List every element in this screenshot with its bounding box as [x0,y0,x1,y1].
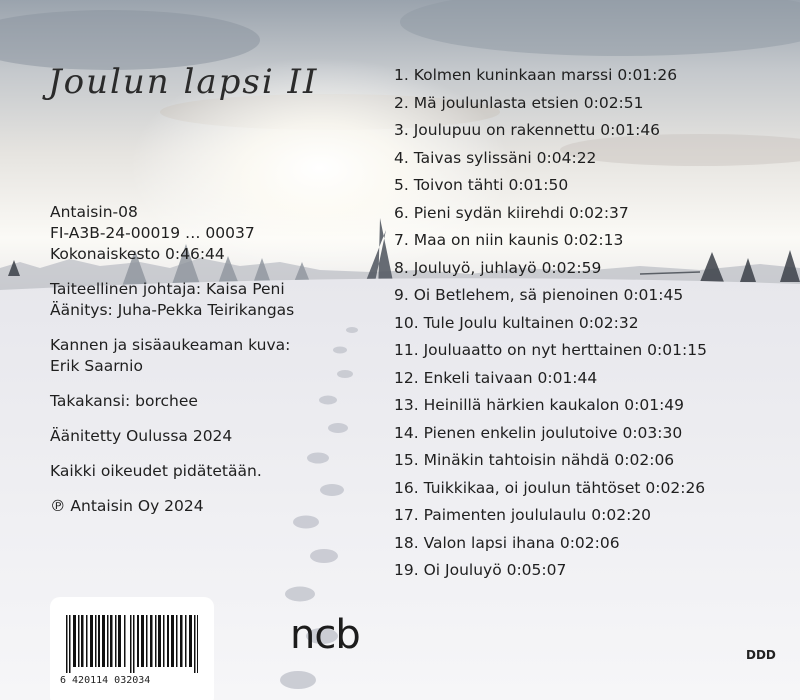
track-item: 17. Paimenten joululaulu 0:02:20 [394,506,652,524]
rights-notice: Kaikki oikeudet pidätetään. [50,462,262,480]
track-item: 1. Kolmen kuninkaan marssi 0:01:26 [394,66,678,84]
barcode-panel [50,597,214,700]
track-item: 7. Maa on niin kaunis 0:02:13 [394,231,624,249]
track-item: 8. Jouluyö, juhlayö 0:02:59 [394,258,602,277]
ddd-code: DDD [746,648,776,662]
track-item: 4. Taivas sylissäni 0:04:22 [394,148,597,167]
track-item: 16. Tuikkikaa, oi joulun tähtöset 0:02:26 [394,478,706,497]
back-cover-credit: Takakansi: borchee [50,392,198,410]
catalog-number: Antaisin-08 [50,203,138,221]
track-item: 18. Valon lapsi ihana 0:02:06 [394,533,620,552]
recording-engineer: Äänitys: Juha-Pekka Teirikangas [50,301,295,319]
photo-credit-name: Erik Saarnio [50,357,143,375]
track-item: 10. Tule Joulu kultainen 0:02:32 [394,313,639,332]
copyright-notice: ℗ Antaisin Oy 2024 [50,497,204,515]
recording-place: Äänitetty Oulussa 2024 [50,427,233,445]
artistic-director: Taiteellinen johtaja: Kaisa Peni [50,280,285,298]
isrc-range: FI-A3B-24-00019 … 00037 [50,224,255,242]
total-duration: Kokonaiskesto 0:46:44 [50,245,225,263]
track-item: 3. Joulupuu on rakennettu 0:01:46 [394,121,661,139]
barcode [66,615,198,673]
track-item: 2. Mä joulunlasta etsien 0:02:51 [394,93,644,112]
track-item: 14. Pienen enkelin joulutoive 0:03:30 [394,423,683,442]
album-credits [50,202,370,517]
track-item: 6. Pieni sydän kiirehdi 0:02:37 [394,203,629,222]
track-item: 13. Heinillä härkien kaukalon 0:01:49 [394,396,685,414]
ncb-logo: ncb [290,612,360,658]
track-item: 9. Oi Betlehem, sä pienoinen 0:01:45 [394,286,684,304]
track-item: 12. Enkeli taivaan 0:01:44 [394,368,598,387]
track-item: 15. Minäkin tahtoisin nähdä 0:02:06 [394,451,675,469]
barcode-digits: 6 420114 032034 [60,675,151,686]
album-title: Joulun lapsi II [48,62,319,102]
photo-credit-label: Kannen ja sisäaukeaman kuva: [50,336,291,354]
track-item: 19. Oi Jouluyö 0:05:07 [394,561,567,579]
track-list [394,64,707,587]
track-item: 11. Jouluaatto on nyt herttainen 0:01:15 [394,341,707,359]
track-item: 5. Toivon tähti 0:01:50 [394,176,569,194]
